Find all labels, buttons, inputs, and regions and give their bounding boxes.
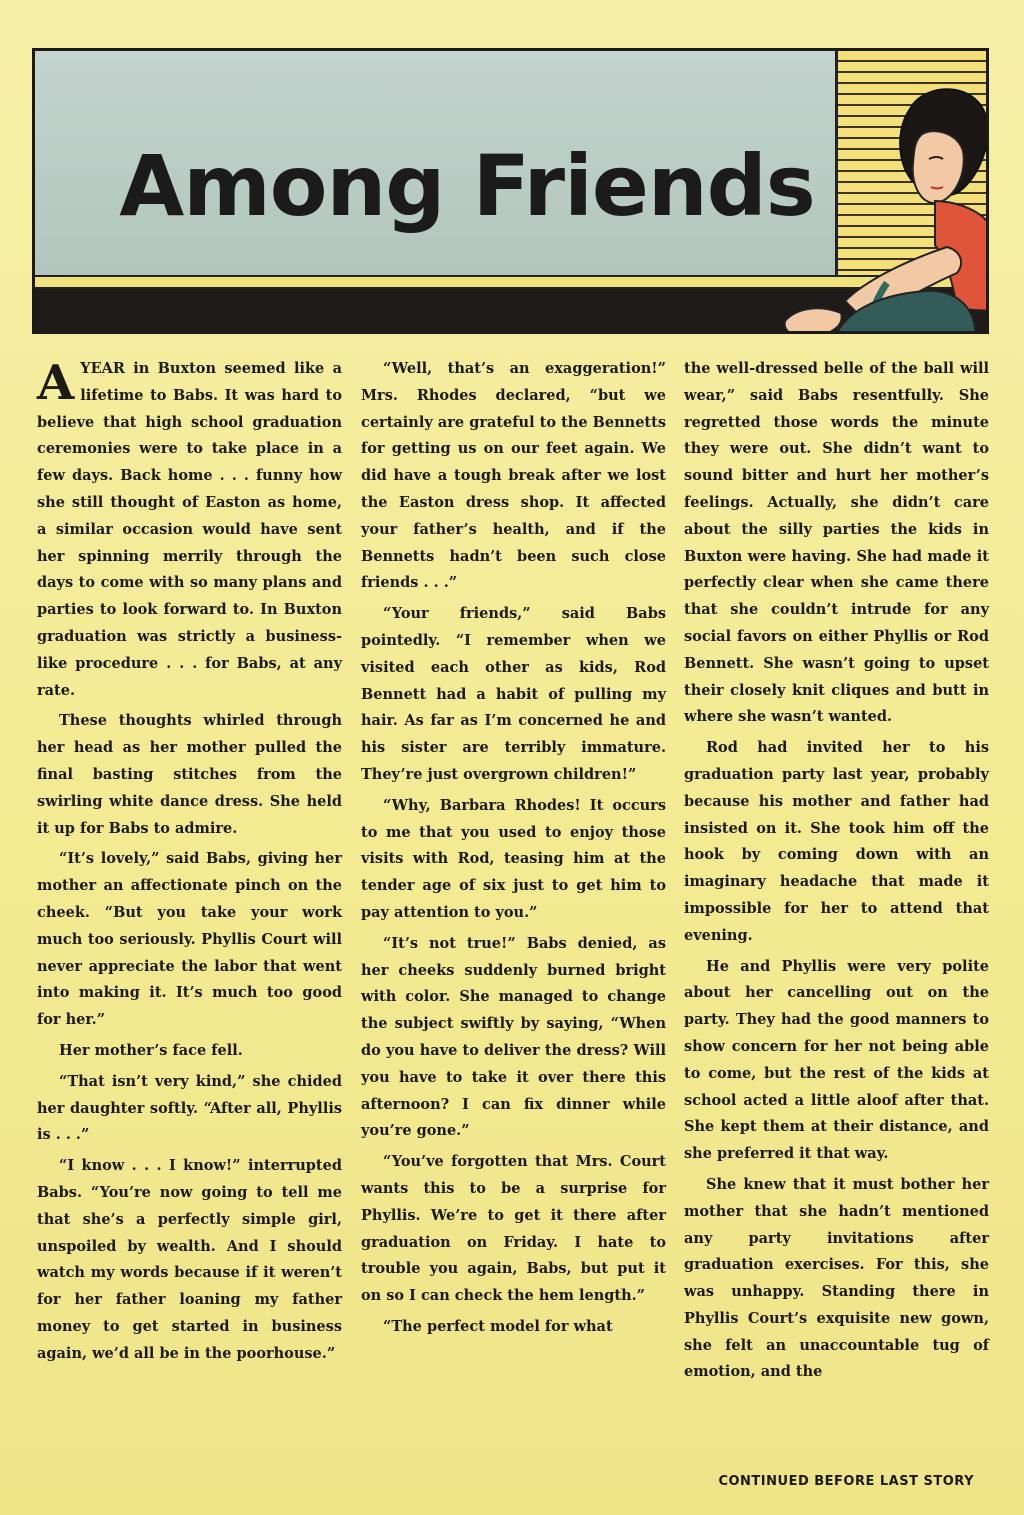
story-title: Among Friends	[119, 137, 815, 235]
paragraph: She knew that it must bother her mother that she hadn’t mentioned any party invitations after graduation exercises. For this, she was unhappy. Standing there in Phyllis Court’s exquisite new gown, she felt an unaccountable tug of emotion, and the	[684, 1175, 989, 1381]
paragraph	[37, 356, 342, 704]
paragraph: “Well, that’s an exaggeration!” Mrs. Rhodes declared, “but we certainly are grateful to the Bennetts for getting us on our feet again. We did have a tough break after we lost the Easton dress shop. It affected your father’s health, and if the Bennetts hadn’t been such close friends . . .”	[361, 360, 666, 592]
paragraph: “Your friends,” said Babs pointedly. “I remember when we visited each other as kids, Rod Bennett had a habit of pulling my hair. As far as I’m concerned he and his sister are terribly immature. They’re just overgrown children!”	[361, 605, 666, 783]
paragraph: He and Phyllis were very polite about her cancelling out on the party. They had the good manners to show concern for her not being able to come, but the rest of the kids at school acted a little aloof after that. She kept them at their distance, and she preferred it that way.	[684, 957, 989, 1163]
continued-note: CONTINUED BEFORE LAST STORY	[718, 1474, 974, 1489]
paragraph: Rod had invited her to his graduation party last year, probably because his mother and father had insisted on it. She took him off the hook by coming down with an imaginary headache that made it impossible for her to attend that evening.	[684, 739, 989, 944]
paragraph: “It’s lovely,” said Babs, giving her mother an affectionate pinch on the cheek. “But you take your work much too seriously. Phyllis Court will never appreciate the labor that went into making it. It’s much too good for her.”	[37, 850, 342, 1029]
paragraph: “It’s not true!” Babs denied, as her cheeks suddenly burned bright with color. She managed to change the subject swiftly by saying, “When do you have to deliver the dress? Will you have to take it over there this afternoon? I can fix dinner while you’re gone.”	[361, 934, 666, 1140]
paragraph: the well-dressed belle of the ball will wear,” said Babs resentfully. She regretted those words the minute they were out. She didn’t want to sound bitter and hurt her mother’s feelings. Actually, she didn’t care about the silly parties the kids in Buxton were having. She had made it perfectly clear when she came there that she couldn’t intrude for any social favors on either Phyllis or Rod Bennett. She wasn’t going to upset their closely knit cliques and butt in where she wasn’t wanted.	[684, 360, 989, 726]
paragraph: These thoughts whirled through her head as her mother pulled the final basting stitches from the swirling white dance dress. She held it up for Babs to admire.	[37, 712, 342, 837]
paragraph: Her mother’s face fell.	[59, 1041, 243, 1059]
text-column-2	[361, 356, 666, 1345]
title-banner	[32, 48, 989, 334]
text-column-3	[684, 356, 989, 1390]
paragraph: “Why, Barbara Rhodes! It occurs to me that you used to enjoy those visits with Rod, teasing him at the tender age of six just to get him to pay attention to you.”	[361, 796, 666, 921]
drop-cap: A	[37, 355, 75, 411]
paragraph: “That isn’t very kind,” she chided her daughter softly. “After all, Phyllis is . . .”	[37, 1072, 342, 1144]
paragraph: “You’ve forgotten that Mrs. Court wants this to be a surprise for Phyllis. We’re to get it there after graduation on Friday. I hate to trouble you again, Babs, but put it on so I can check the hem length.”	[361, 1153, 666, 1305]
paragraph-text: YEAR in Buxton seemed like a lifetime to Babs. It was hard to believe that high school graduation ceremonies were to take place in a few days. Back home . . . funny how she still thought of Easton as home, a similar occasion would have sent her spinning merrily through the days to come with so many plans and parties to look forward to. In Buxton graduation was strictly a business-like procedure . . . for Babs, at any rate.	[37, 360, 342, 699]
paragraph: “The perfect model for what	[383, 1317, 613, 1335]
paragraph: “I know . . . I know!” interrupted Babs. “You’re now going to tell me that she’s a perfectly simple girl, unspoiled by wealth. And I should watch my words because if it weren’t for her father loaning my father money to get started in business again, we’d all be in the poorhouse.”	[37, 1157, 342, 1362]
text-column-1	[37, 356, 342, 1371]
girl-illustration	[725, 51, 989, 334]
